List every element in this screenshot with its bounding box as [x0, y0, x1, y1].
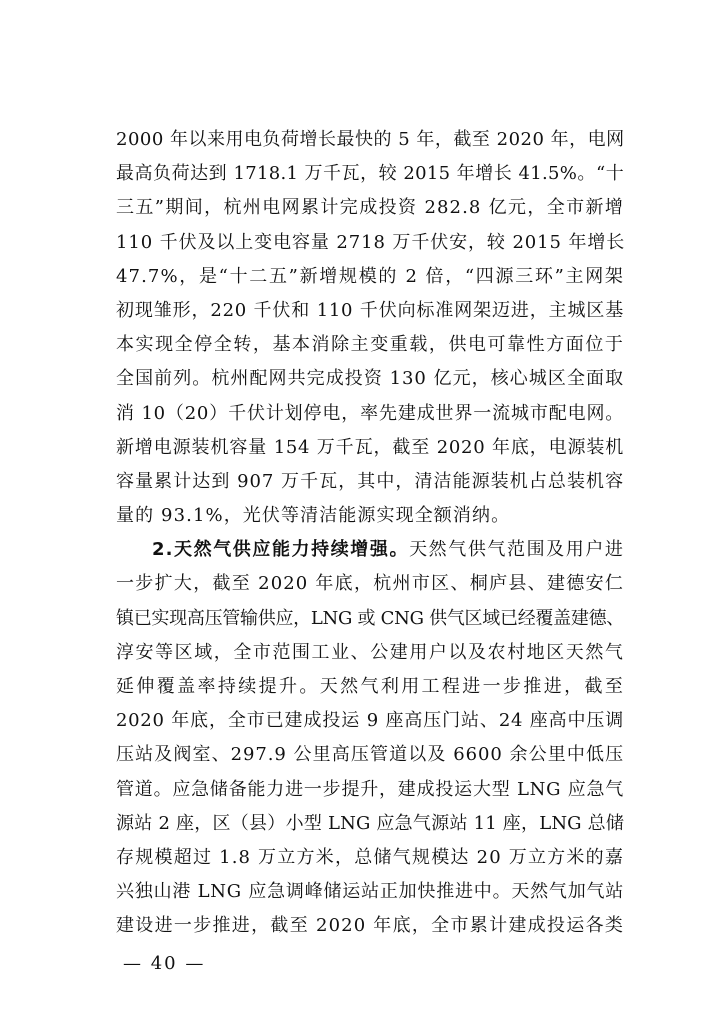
text-line: 兴独山港 LNG 应急调峰储运站正加快推进中。天然气加气站: [116, 881, 624, 903]
text-line: 淳安等区域，全市范围工业、公建用户以及农村地区天然气: [116, 641, 624, 663]
paragraph-energy-grid: [116, 123, 624, 533]
text-line: 建设进一步推进，截至 2020 年底，全市累计建成投运各类: [116, 915, 624, 937]
text-span: 天然气供气范围及用户进: [409, 539, 624, 561]
text-line: 镇已实现高压管输供应，LNG 或 CNG 供气区域已经覆盖建德、: [116, 607, 624, 629]
text-line: 最高负荷达到 1718.1 万千瓦，较 2015 年增长 41.5%。“十: [116, 163, 624, 185]
text-line: 47.7%，是“十二五”新增规模的 2 倍，“四源三环”主网架: [116, 265, 624, 287]
page-number: — 40 —: [123, 953, 206, 974]
text-line: 全国前列。杭州配网共完成投资 130 亿元，核心城区全面取: [116, 368, 624, 390]
text-line: 2000 年以来用电负荷增长最快的 5 年，截至 2020 年，电网: [116, 129, 625, 150]
body-text: [116, 123, 624, 944]
text-line: 消 10（20）千伏计划停电，率先建成世界一流城市配电网。: [116, 402, 624, 424]
section-heading: 2.天然气供应能力持续增强。: [152, 539, 410, 561]
text-line: 管道。应急储备能力进一步提升，建成投运大型 LNG 应急气: [116, 778, 624, 800]
text-line: 初现雏形，220 千伏和 110 千伏向标准网架迈进，主城区基: [116, 299, 624, 321]
text-line: 量的 93.1%，光伏等清洁能源实现全额消纳。: [116, 505, 511, 527]
text-line: 110 千伏及以上变电容量 2718 万千伏安，较 2015 年增长: [116, 231, 626, 253]
text-line: 一步扩大，截至 2020 年底，杭州市区、桐庐县、建德安仁: [116, 573, 624, 595]
text-line: 2020 年底，全市已建成投运 9 座高压门站、24 座高中压调: [116, 710, 624, 732]
text-line: 本实现全停全转，基本消除主变重载，供电可靠性方面位于: [116, 334, 624, 356]
text-line: 源站 2 座，区（县）小型 LNG 应急气源站 11 座，LNG 总储: [116, 812, 624, 834]
text-line: 容量累计达到 907 万千瓦，其中，清洁能源装机占总装机容: [116, 470, 624, 492]
text-line: 三五”期间，杭州电网累计完成投资 282.8 亿元，全市新增: [116, 197, 624, 219]
paragraph-natural-gas: [116, 533, 624, 943]
text-line: 延伸覆盖率持续提升。天然气利用工程进一步推进，截至: [116, 676, 624, 697]
text-line: 压站及阀室、297.9 公里高压管道以及 6600 余公里中低压: [116, 744, 624, 766]
text-line: 新增电源装机容量 154 万千瓦，截至 2020 年底，电源装机: [116, 436, 624, 458]
text-line: 存规模超过 1.8 万立方米，总储气规模达 20 万立方米的嘉: [116, 846, 624, 868]
text-line-first: [116, 533, 624, 567]
